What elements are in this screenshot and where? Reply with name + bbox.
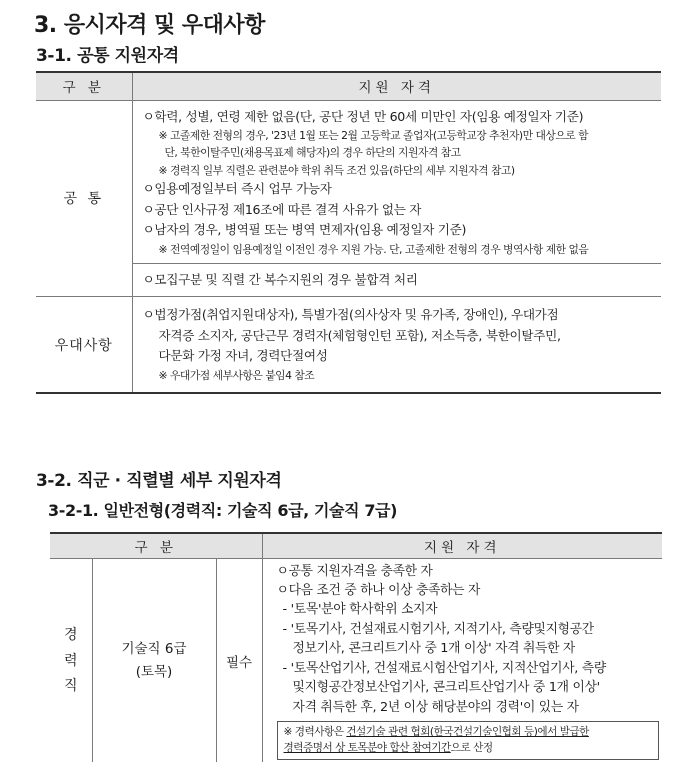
requirement-line: - '토목'분야 학사학위 소지자 xyxy=(282,602,438,618)
preference-line: 자격증 소지자, 공단근무 경력자(체험형인턴 포함), 저소득층, 북한이탈주민, xyxy=(158,327,561,343)
job-title: 기술직 6급 xyxy=(121,641,187,658)
experience-note-box xyxy=(277,721,659,760)
column-header-qualification: 지원 자격 xyxy=(132,72,661,100)
column-header-qualification: 지원 자격 xyxy=(262,533,662,558)
qualification-line: ㅇ남자의 경우, 병역필 또는 병역 면제자(임용 예정일자 기준) xyxy=(142,222,467,238)
common-qualification-cell xyxy=(132,100,661,264)
preference-line: 다문화 가정 자녀, 경력단절여성 xyxy=(158,348,328,364)
requirement-line: 정보기사, 콘크리트기사 중 1개 이상' 자격 취득한 자 xyxy=(292,641,575,657)
group-label-char: 력 xyxy=(63,652,78,669)
note-line: ※ 전역예정일이 임용예정일 이전인 경우 지원 가능. 단, 고졸제한 전형의 경우 병역사항 제한 없음 xyxy=(158,242,589,256)
column-header-category: 구 분 xyxy=(36,72,132,100)
subsection-title-common: 3-1. 공통 지원자격 xyxy=(36,46,179,66)
detail-qualification-table xyxy=(50,532,662,762)
group-label-char: 직 xyxy=(63,677,78,694)
requirement-line: ㅇ공통 지원자격을 충족한 자 xyxy=(276,563,433,579)
requirement-line: 자격 취득한 후, 2년 이상 해당분야의 경력'이 있는 자 xyxy=(292,699,579,715)
qualification-line: ㅇ모집구분 및 직렬 간 복수지원의 경우 불합격 처리 xyxy=(142,272,418,287)
note-line: 단, 북한이탈주민(채용목표제 해당자)의 경우 하단의 지원자격 참고 xyxy=(164,146,461,160)
required-label: 필수 xyxy=(216,558,262,762)
note-underlined-2: 경력증명서 상 토목분야 합산 참여기간 xyxy=(283,742,451,755)
requirement-line: 및지형공간정보산업기사, 콘크리트산업기사 중 1개 이상' xyxy=(292,680,600,696)
subsection-title-detail: 3-2. 직군 · 직렬별 세부 지원자격 xyxy=(36,471,282,491)
group-label-char: 경 xyxy=(63,627,78,644)
preference-cell xyxy=(132,297,661,393)
row-label-common: 공 통 xyxy=(36,100,132,297)
section-title: 3. 응시자격 및 우대사항 xyxy=(34,13,265,38)
job-label-cell xyxy=(92,558,216,762)
note-underlined-1: 건설기술 관련 협회(한국건설기술인협회 등)에서 발급한 xyxy=(346,726,589,738)
requirement-line: - '토목기사, 건설재료시험기사, 지적기사, 측량및지형공간 xyxy=(282,621,594,637)
note-suffix: 으로 산정 xyxy=(450,742,493,755)
qualification-line: ㅇ학력, 성별, 연령 제한 없음(단, 공단 정년 만 60세 미만인 자(임용 예정일자 기준) xyxy=(142,108,584,124)
qualification-line: ㅇ공단 인사규정 제16조에 따른 결격 사유가 없는 자 xyxy=(142,201,422,217)
row-label-preference: 우대사항 xyxy=(36,297,132,393)
group-label-experienced xyxy=(50,558,92,762)
common-qualification-table xyxy=(36,71,661,394)
note-prefix: ※ 경력사항은 xyxy=(283,726,347,738)
duplicate-application-cell xyxy=(132,264,661,297)
required-qualification-cell xyxy=(262,558,662,762)
requirement-line: ㅇ다음 조건 중 하나 이상 충족하는 자 xyxy=(276,582,481,598)
requirement-line: - '토목산업기사, 건설재료시험산업기사, 지적산업기사, 측량 xyxy=(282,660,606,676)
job-field: (토목) xyxy=(135,664,173,681)
preference-line: ㅇ법정가점(취업지원대상자), 특별가점(의사상자 및 유가족, 장애인), 우대가점 xyxy=(142,307,559,323)
subsection-subtitle-general: 3-2-1. 일반전형(경력직: 기술직 6급, 기술직 7급) xyxy=(48,501,398,520)
note-line: ※ 경력직 일부 직렬은 관련분야 학위 취득 조건 있음(하단의 세부 지원자격 참고) xyxy=(158,163,515,177)
note-line: ※ 고졸제한 전형의 경우, '23년 1월 또는 2월 고등학교 졸업자(고등학교장 추천자)만 대상으로 함 xyxy=(158,128,589,142)
column-header-category: 구 분 xyxy=(50,533,262,558)
qualification-line: ㅇ임용예정일부터 즉시 업무 가능자 xyxy=(142,181,332,197)
note-line: ※ 우대가점 세부사항은 붙임4 참조 xyxy=(158,368,315,382)
